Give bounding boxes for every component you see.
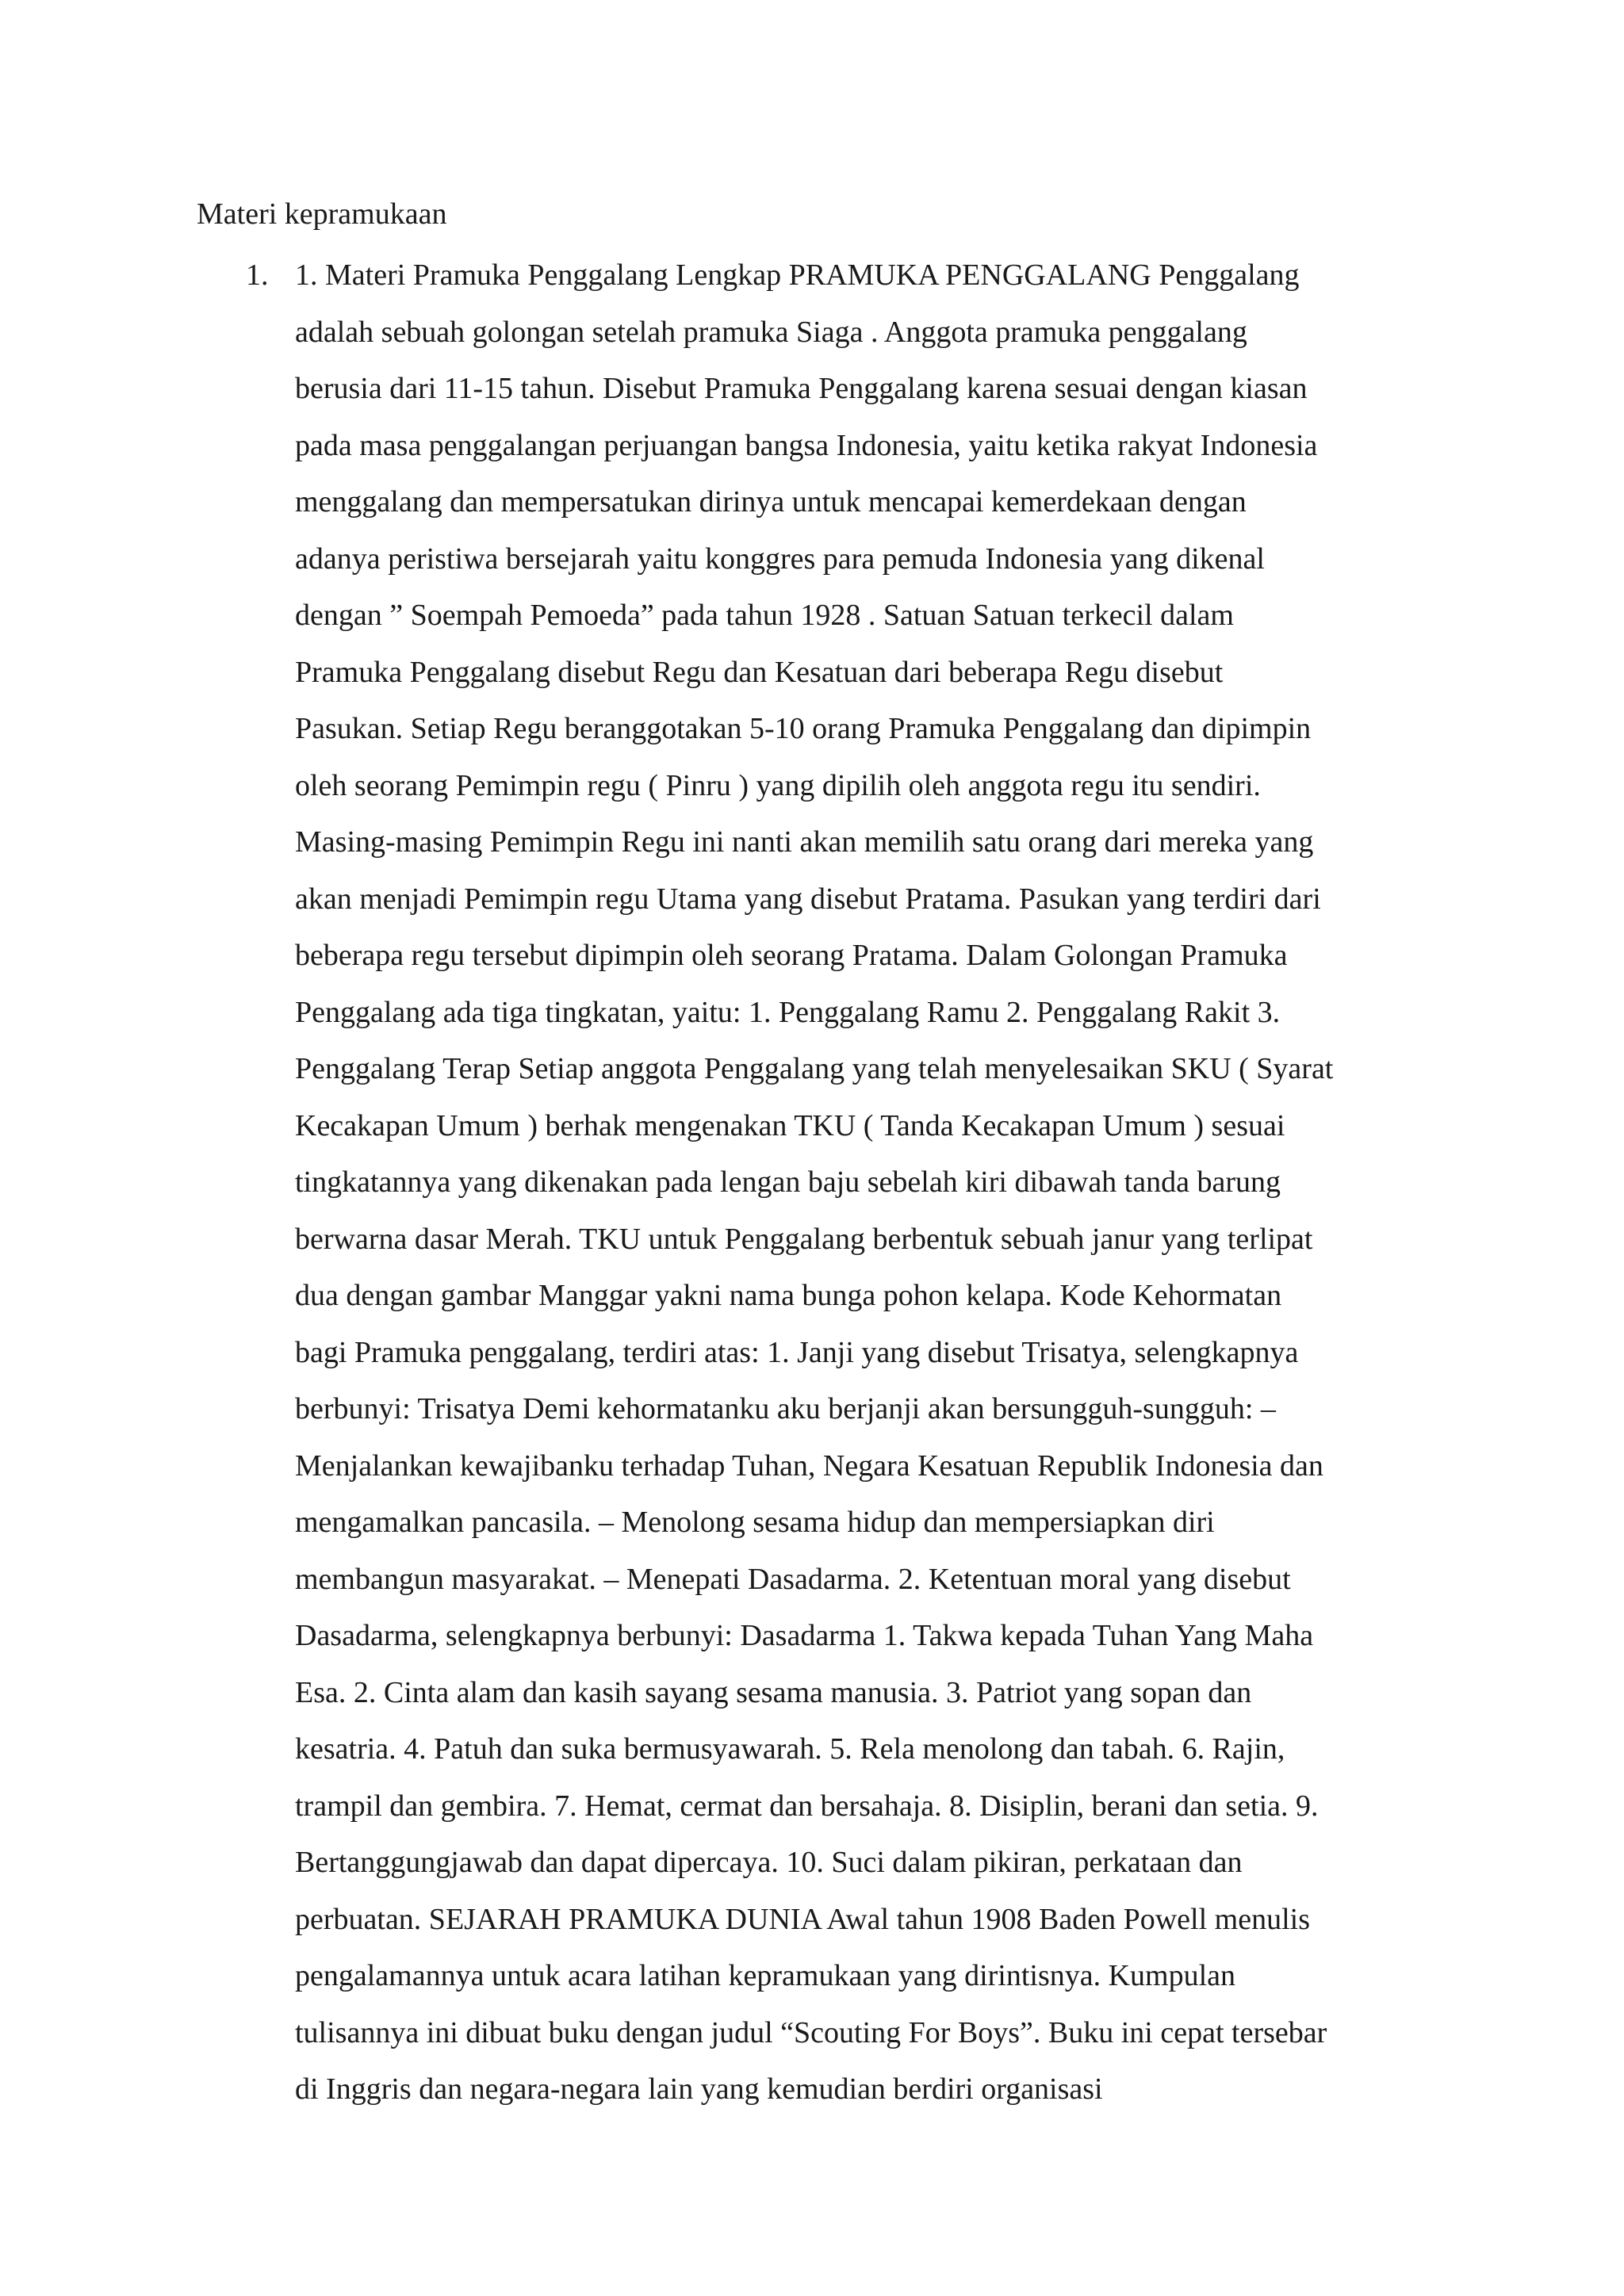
text-line: membangun masyarakat. – Menepati Dasadarma. 2. Ketentuan moral yang disebut xyxy=(295,1562,1291,1596)
list-item-number: 1. xyxy=(246,258,269,292)
list-item-text xyxy=(295,247,1453,2118)
text-line: Penggalang Terap Setiap anggota Penggalang yang telah menyelesaikan SKU ( Syarat xyxy=(295,1052,1334,1085)
text-line: kesatria. 4. Patuh dan suka bermusyawarah. 5. Rela menolong dan tabah. 6. Rajin, xyxy=(295,1732,1285,1766)
text-line: Masing-masing Pemimpin Regu ini nanti akan memilih satu orang dari mereka yang xyxy=(295,825,1314,859)
text-line: Pasukan. Setiap Regu beranggotakan 5-10 orang Pramuka Penggalang dan dipimpin xyxy=(295,712,1312,745)
text-line: tingkatannya yang dikenakan pada lengan baju sebelah kiri dibawah tanda barung xyxy=(295,1165,1281,1199)
document-title: Materi kepramukaan xyxy=(197,197,447,231)
text-line: 1. Materi Pramuka Penggalang Lengkap PRAMUKA PENGGALANG Penggalang xyxy=(295,258,1300,292)
text-line: pada masa penggalangan perjuangan bangsa Indonesia, yaitu ketika rakyat Indonesia xyxy=(295,428,1318,462)
text-line: pengalamannya untuk acara latihan kepramukaan yang dirintisnya. Kumpulan xyxy=(295,1959,1236,1992)
text-line: Menjalankan kewajibanku terhadap Tuhan, Negara Kesatuan Republik Indonesia dan xyxy=(295,1448,1323,1483)
text-line: berbunyi: Trisatya Demi kehormatanku aku berjanji akan bersungguh-sungguh: – xyxy=(295,1392,1276,1425)
text-line: mengamalkan pancasila. – Menolong sesama hidup dan mempersiapkan diri xyxy=(295,1506,1215,1539)
text-line: beberapa regu tersebut dipimpin oleh seorang Pratama. Dalam Golongan Pramuka xyxy=(295,939,1288,972)
text-line: perbuatan. SEJARAH PRAMUKA DUNIA Awal tahun 1908 Baden Powell menulis xyxy=(295,1902,1310,1936)
text-line: dua dengan gambar Manggar yakni nama bunga pohon kelapa. Kode Kehormatan xyxy=(295,1279,1282,1312)
text-line: berusia dari 11-15 tahun. Disebut Pramuka Penggalang karena sesuai dengan kiasan xyxy=(295,372,1308,405)
text-line: Dasadarma, selengkapnya berbunyi: Dasadarma 1. Takwa kepada Tuhan Yang Maha xyxy=(295,1619,1314,1652)
text-line: Penggalang ada tiga tingkatan, yaitu: 1. Penggalang Ramu 2. Penggalang Rakit 3. xyxy=(295,995,1281,1029)
text-line: berwarna dasar Merah. TKU untuk Penggalang berbentuk sebuah janur yang terlipat xyxy=(295,1222,1313,1256)
text-line: Bertanggungjawab dan dapat dipercaya. 10. Suci dalam pikiran, perkataan dan xyxy=(295,1846,1243,1879)
text-line: Esa. 2. Cinta alam dan kasih sayang sesama manusia. 3. Patriot yang sopan dan xyxy=(295,1675,1252,1709)
text-line: dengan ” Soempah Pemoeda” pada tahun 1928 . Satuan Satuan terkecil dalam xyxy=(295,599,1234,632)
text-line: bagi Pramuka penggalang, terdiri atas: 1. Janji yang disebut Trisatya, selengkapnya xyxy=(295,1335,1299,1369)
text-line: oleh seorang Pemimpin regu ( Pinru ) yang dipilih oleh anggota regu itu sendiri. xyxy=(295,768,1261,802)
text-line: Kecakapan Umum ) berhak mengenakan TKU ( Tanda Kecakapan Umum ) sesuai xyxy=(295,1108,1285,1142)
text-line: tulisannya ini dibuat buku dengan judul “Scouting For Boys”. Buku ini cepat tersebar xyxy=(295,2015,1327,2049)
text-line: trampil dan gembira. 7. Hemat, cermat dan bersahaja. 8. Disiplin, berani dan setia. 9. xyxy=(295,1789,1319,1823)
text-line: menggalang dan mempersatukan dirinya untuk mencapai kemerdekaan dengan xyxy=(295,485,1247,519)
text-line: Pramuka Penggalang disebut Regu dan Kesatuan dari beberapa Regu disebut xyxy=(295,655,1224,689)
text-line: di Inggris dan negara-negara lain yang kemudian berdiri organisasi xyxy=(295,2072,1103,2106)
text-line: adalah sebuah golongan setelah pramuka Siaga . Anggota pramuka penggalang xyxy=(295,315,1247,349)
text-line: adanya peristiwa bersejarah yaitu konggres para pemuda Indonesia yang dikenal xyxy=(295,541,1265,576)
text-line: akan menjadi Pemimpin regu Utama yang disebut Pratama. Pasukan yang terdiri dari xyxy=(295,882,1321,916)
